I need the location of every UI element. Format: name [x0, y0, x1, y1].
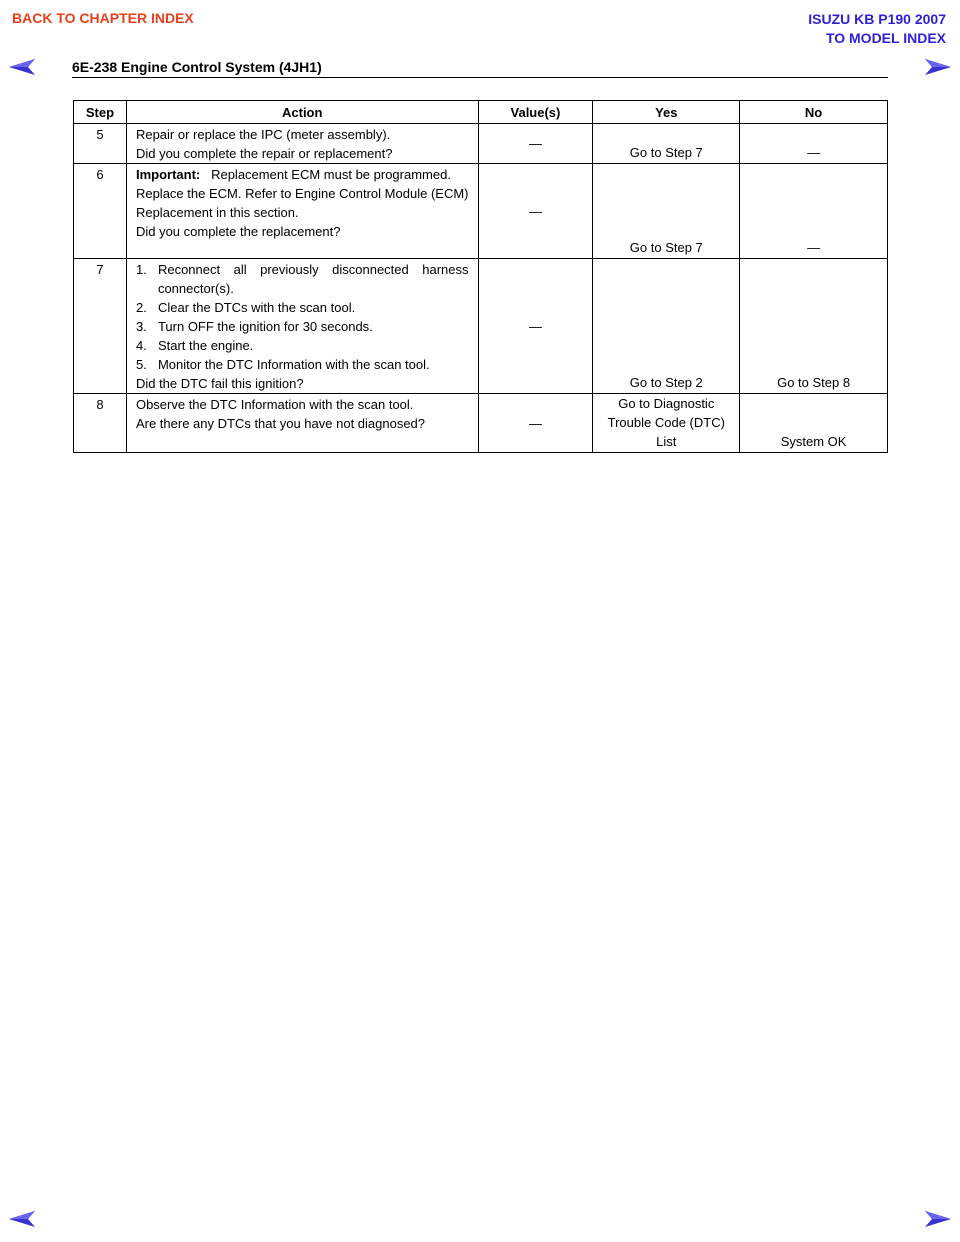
list-item: 1. Reconnect all previously disconnected harness connector(s). — [135, 262, 469, 296]
yes-cell: Go to Step 2 — [593, 259, 740, 394]
value-cell: — — [478, 394, 593, 453]
action-question: Did the DTC fail this ignition? — [135, 376, 304, 391]
header-yes: Yes — [593, 101, 740, 124]
step-number: 7 — [74, 259, 127, 394]
action-text: Repair or replace the IPC (meter assembly). — [135, 127, 391, 142]
action-question: Did you complete the replacement? — [135, 224, 341, 239]
action-text: Observe the DTC Information with the scan tool. — [135, 397, 414, 412]
table-header-row — [74, 101, 888, 124]
table-row — [74, 164, 888, 259]
diagnostic-table — [73, 100, 888, 453]
no-cell: — — [740, 164, 888, 259]
action-cell — [126, 164, 478, 259]
important-text: Replacement ECM must be programmed. — [211, 167, 451, 182]
right-arrow-icon[interactable] — [924, 1210, 952, 1228]
no-cell: Go to Step 8 — [740, 259, 888, 394]
model-title[interactable]: ISUZU KB P190 2007 — [808, 11, 946, 27]
list-item: 2. Clear the DTCs with the scan tool. — [135, 300, 356, 315]
header-action: Action — [126, 101, 478, 124]
important-note — [136, 165, 469, 184]
model-index-link[interactable] — [808, 10, 946, 48]
left-arrow-icon[interactable] — [8, 1210, 36, 1228]
table-row — [74, 259, 888, 394]
list-item: 4. Start the engine. — [135, 338, 254, 353]
yes-line: Go to Diagnostic — [618, 396, 715, 411]
action-question: Did you complete the repair or replacement? — [135, 146, 393, 161]
value-cell: — — [478, 164, 593, 259]
header-no: No — [740, 101, 888, 124]
value-cell: — — [478, 259, 593, 394]
action-text: Replace the ECM. Refer to Engine Control Module (ECM) Replacement in this section. — [135, 186, 469, 220]
action-cell — [126, 259, 478, 394]
back-to-chapter-index-link[interactable]: BACK TO CHAPTER INDEX — [12, 10, 194, 26]
list-item: 5. Monitor the DTC Information with the scan tool. — [135, 357, 430, 372]
table-row — [74, 394, 888, 453]
action-cell — [126, 124, 478, 164]
procedure-list — [136, 260, 469, 374]
yes-cell: Go to Step 7 — [593, 124, 740, 164]
title-divider — [72, 77, 888, 78]
no-cell: System OK — [740, 394, 888, 453]
yes-line: Trouble Code (DTC) — [607, 415, 725, 430]
to-model-index-label[interactable]: TO MODEL INDEX — [825, 30, 946, 46]
table-row — [74, 124, 888, 164]
left-arrow-icon[interactable] — [8, 58, 36, 76]
step-number: 5 — [74, 124, 127, 164]
list-item: 3. Turn OFF the ignition for 30 seconds. — [135, 319, 373, 334]
action-question: Are there any DTCs that you have not diagnosed? — [135, 416, 426, 431]
header-step: Step — [74, 101, 127, 124]
no-cell: — — [740, 124, 888, 164]
important-label: Important: — [135, 167, 201, 182]
action-cell — [126, 394, 478, 453]
step-number: 8 — [74, 394, 127, 453]
value-cell: — — [478, 124, 593, 164]
yes-cell — [593, 394, 740, 453]
header-values: Value(s) — [478, 101, 593, 124]
step-number: 6 — [74, 164, 127, 259]
yes-line: List — [656, 434, 677, 449]
right-arrow-icon[interactable] — [924, 58, 952, 76]
page-title: 6E-238 Engine Control System (4JH1) — [72, 59, 322, 75]
yes-cell: Go to Step 7 — [593, 164, 740, 259]
